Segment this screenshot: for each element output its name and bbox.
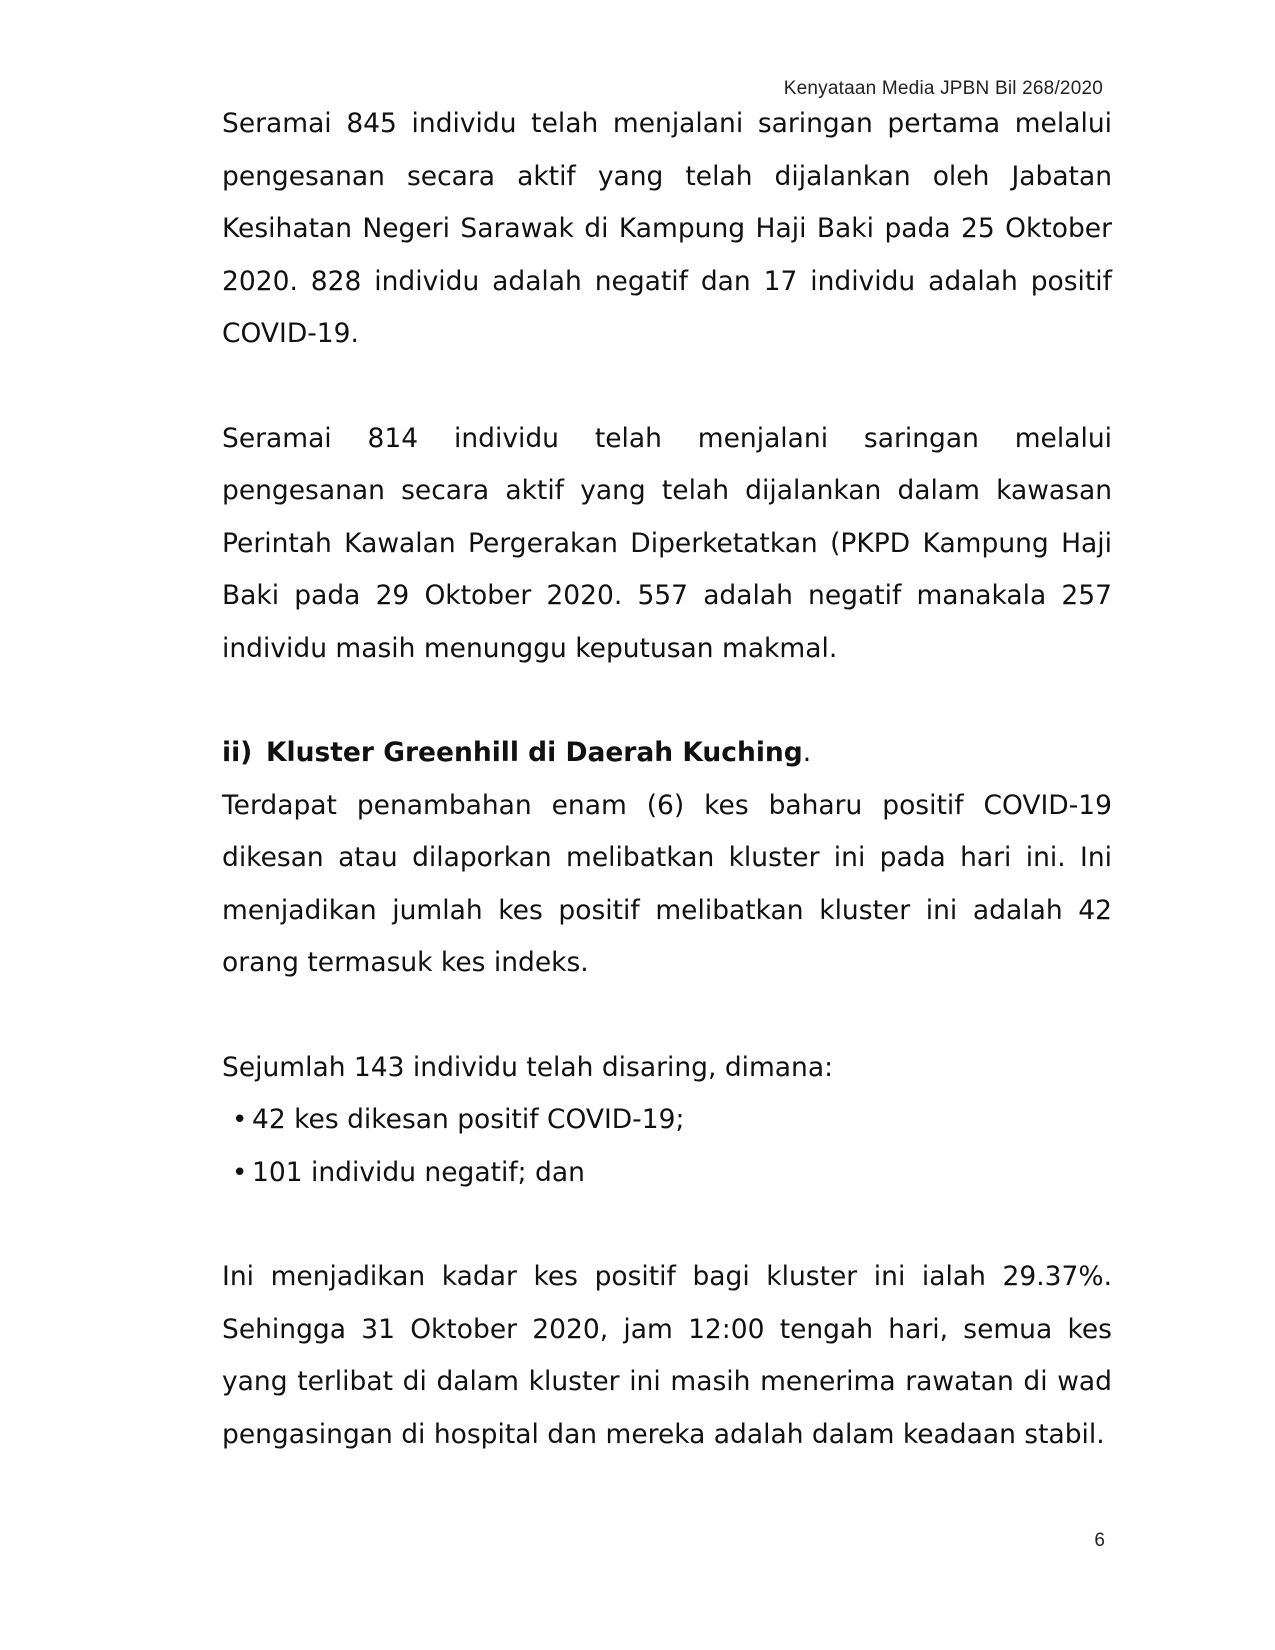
- document-body: [222, 98, 1112, 1461]
- section-number: ii): [222, 737, 253, 768]
- paragraph-screening-intro: Sejumlah 143 individu telah disaring, dimana:: [222, 1051, 834, 1083]
- section-title: Kluster Greenhill di Daerah Kuching: [266, 737, 803, 768]
- paragraph-positive-rate: Ini menjadikan kadar kes positif bagi kluster ini ialah 29.37%. Sehingga 31 Oktober 2020, jam 12:00 tengah hari, semua kes yang terlibat di dalam kluster ini masih menerima rawatan di wad pengasingan di hospital dan mereka adalah dalam keadaan stabil.: [222, 1261, 1112, 1450]
- section-title-period: .: [802, 737, 812, 768]
- screening-results-list: [222, 1094, 1112, 1199]
- page-number: 6: [1094, 1530, 1105, 1551]
- paragraph-new-cases: Terdapat penambahan enam (6) kes baharu positif COVID-19 dikesan atau dilaporkan melibatkan kluster ini pada hari ini. Ini menjadikan jumlah kes positif melibatkan kluster ini adalah 42 orang termasuk kes indeks.: [222, 789, 1112, 978]
- paragraph-pkpd-screening: Seramai 814 individu telah menjalani saringan melalui pengesanan secara aktif yang telah dijalankan dalam kawasan Perintah Kawalan Pergerakan Diperketatkan (PKPD Kampung Haji Baki pada 29 Oktober 2020. 557 adalah negatif manakala 257 individu masih menunggu keputusan makmal.: [222, 422, 1112, 664]
- list-item: • 42 kes dikesan positif COVID-19;: [222, 1094, 1112, 1147]
- section-heading: [222, 727, 1112, 780]
- list-item: • 101 individu negatif; dan: [222, 1147, 1112, 1200]
- spacer: [222, 675, 1112, 727]
- spacer: [222, 1199, 1112, 1251]
- spacer: [222, 990, 1112, 1042]
- paragraph-first-screening: Seramai 845 individu telah menjalani saringan pertama melalui pengesanan secara aktif yang telah dijalankan oleh Jabatan Kesihatan Negeri Sarawak di Kampung Haji Baki pada 25 Oktober 2020. 828 individu adalah negatif dan 17 individu adalah positif COVID-19.: [222, 108, 1112, 349]
- document-reference: Kenyataan Media JPBN Bil 268/2020: [783, 78, 1103, 99]
- spacer: [222, 361, 1112, 413]
